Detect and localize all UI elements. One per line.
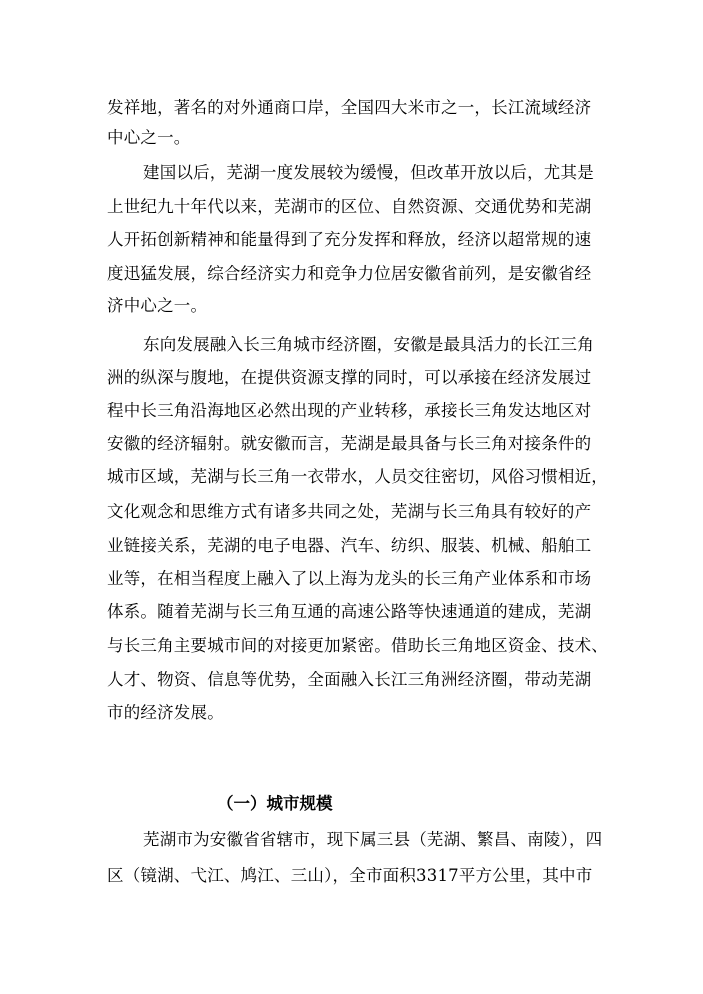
- paragraph-1-line-2: 中心之一。: [107, 128, 191, 147]
- paragraph-3-line-8: 业等，在相当程度上融入了以上海为龙头的长三角产业体系和市场: [107, 569, 592, 588]
- paragraph-2-line-3: 人开拓创新精神和能量得到了充分发挥和释放，经济以超常规的速: [107, 230, 592, 249]
- section-paragraph-line-1: 芜湖市为安徽省省辖市，现下属三县（芜湖、繁昌、南陵），四: [143, 830, 603, 849]
- paragraph-3-line-11: 人才、物资、信息等优势，全面融入长江三角洲经济圈，带动芜湖: [107, 670, 592, 689]
- paragraph-2-line-5: 济中心之一。: [107, 296, 208, 315]
- paragraph-3-line-1: 东向发展融入长三角城市经济圈，安徽是最具活力的长江三角: [143, 335, 594, 354]
- paragraph-3-line-2: 洲的纵深与腹地，在提供资源支撑的同时，可以承接在经济发展过: [107, 368, 592, 387]
- paragraph-1-line-1: 发祥地，著名的对外通商口岸，全国四大米市之一，长江流域经济: [107, 98, 592, 117]
- paragraph-2-line-1: 建国以后，芜湖一度发展较为缓慢，但改革开放以后，尤其是: [143, 163, 594, 182]
- paragraph-2-line-4: 度迅猛发展，综合经济实力和竞争力位居安徽省前列，是安徽省经: [107, 264, 592, 283]
- paragraph-3-line-7: 业链接关系，芜湖的电子电器、汽车、纺织、服装、机械、船舶工: [107, 536, 592, 555]
- section-paragraph-line-2: 区（镜湖、弋江、鸠江、三山），全市面积3317平方公里，其中市: [107, 866, 593, 885]
- paragraph-3-line-9: 体系。随着芜湖与长三角互通的高速公路等快速通道的建成，芜湖: [107, 602, 592, 621]
- section-heading: （一）城市规模: [217, 794, 333, 813]
- paragraph-2-line-2: 上世纪九十年代以来，芜湖市的区位、自然资源、交通优势和芜湖: [107, 197, 592, 216]
- paragraph-3-line-12: 市的经济发展。: [107, 703, 224, 722]
- paragraph-3-line-6: 文化观念和思维方式有诸多共同之处，芜湖与长三角具有较好的产: [107, 502, 592, 521]
- paragraph-3-line-4: 安徽的经济辐射。就安徽而言，芜湖是最具备与长三角对接条件的: [107, 434, 592, 453]
- paragraph-3-line-10: 与长三角主要城市间的对接更加紧密。借助长三角地区资金、技术、: [107, 636, 608, 655]
- paragraph-3-line-3: 程中长三角沿海地区必然出现的产业转移，承接长三角发达地区对: [107, 401, 592, 420]
- paragraph-3-line-5: 城市区域，芜湖与长三角一衣带水，人员交往密切，风俗习惯相近，: [107, 467, 608, 486]
